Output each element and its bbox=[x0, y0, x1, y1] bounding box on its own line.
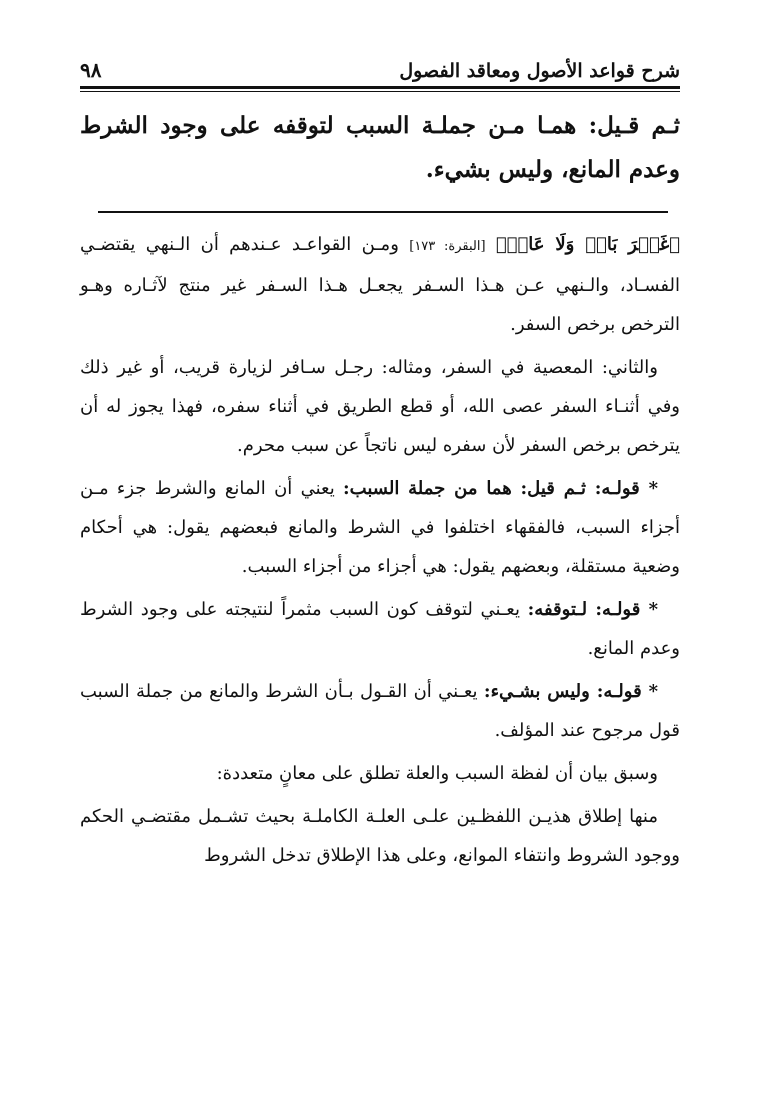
paragraph-text: يعـني أن القـول بـأن الشرط والمانع من جملة السبب قول مرجوح عند المؤلف. bbox=[80, 681, 680, 741]
paragraph-text: يعـني لتوقف كون السبب مثمراً لنتيجته على وجود الشرط وعدم المانع. bbox=[80, 599, 680, 659]
header-rule-thick bbox=[80, 86, 680, 89]
page-number: ٩٨ bbox=[80, 58, 102, 82]
paragraph-second bbox=[80, 348, 680, 465]
paragraph-first-meaning bbox=[80, 797, 680, 875]
running-title: شرح قواعد الأصول ومعاقد الفصول bbox=[399, 60, 680, 82]
paragraph-lead: * قولـه: لـتوقفه: bbox=[527, 599, 658, 620]
paragraph-text: يعني أن المانع والشرط جزء مـن أجزاء السبب، فالفقهاء اختلفوا في الشرط والمانع فبعضهم يقول: هي أحكام وضعية مستقلة، وبعضهم يقول: هي أجزاء من أجزاء السبب. bbox=[80, 478, 680, 577]
paragraph-text: منها إطلاق هذيـن اللفظـين علـى العلـة الكاملـة بحيث تشـمل مقتضـي الحكم ووجود الشروط وانتفاء الموانع، وعلى هذا الإطلاق تدخل الشروط bbox=[80, 806, 680, 866]
verse-reference: [البقرة: ١٧٣] bbox=[409, 239, 486, 254]
paragraph-qawluh-1 bbox=[80, 469, 680, 586]
paragraph-text: ومـن القواعـد عـندهم أن الـنهي يقتضـي الفسـاد، والـنهي عـن هـذا السـفر يجعـل هـذا السـفر غير منتج لآثـاره وهـو الترخص برخص السفر. bbox=[80, 234, 680, 335]
quran-verse: ﴿غَيۡرَ بَاغٖ وَلَا عَادٖ﴾ bbox=[495, 234, 680, 255]
header-rule-thin bbox=[80, 91, 680, 92]
section-separator bbox=[98, 211, 668, 213]
paragraph-lead: * قولـه: ثـم قيل: هما من جملة السبب: bbox=[343, 478, 658, 499]
paragraph-lead: * قولـه: وليس بشـيء: bbox=[483, 681, 658, 702]
paragraph-text: والثاني: المعصية في السفر، ومثاله: رجـل سـافر لزيارة قريب، أو غير ذلك وفي أثنـاء السفر عصى الله، أو قطع الطريق في أثناء سفره، فهذا يجوز له أن يترخص برخص السفر لأن سفره ليس ناتجاً عن سبب محرم. bbox=[80, 357, 680, 456]
matn-text: ثـم قـيل: همـا مـن جملـة السبب لتوقفه على وجود الشرط وعدم المانع، وليس بشيء. bbox=[80, 112, 680, 183]
running-header bbox=[80, 52, 680, 82]
paragraph-quran bbox=[80, 225, 680, 344]
paragraph-text: وسبق بيان أن لفظة السبب والعلة تطلق على معانٍ متعددة: bbox=[216, 763, 658, 784]
paragraph-meanings bbox=[80, 754, 680, 793]
paragraph-qawluh-3 bbox=[80, 672, 680, 750]
commentary bbox=[80, 225, 680, 879]
paragraph-qawluh-2 bbox=[80, 590, 680, 668]
